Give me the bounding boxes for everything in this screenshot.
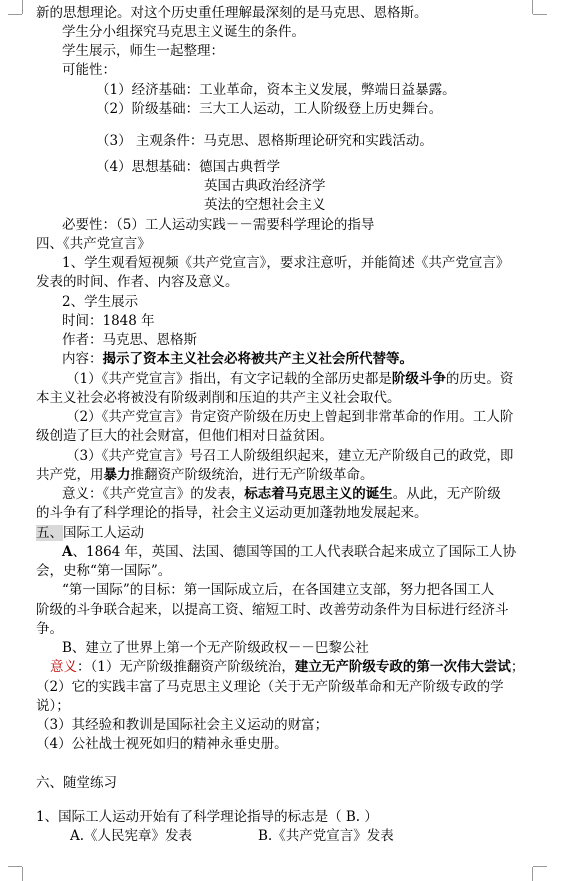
text-run: 说）；: [36, 698, 70, 714]
page-corner-mark: [8, 14, 22, 15]
text-run: 阶级的斗争联合起来，以提高工资、缩短工时、改善劳动条件为目标进行经济斗: [36, 602, 509, 618]
text-run: A.《人民宪章》发表: [70, 828, 193, 844]
text-run: 国际工人运动: [63, 525, 144, 541]
text-run: 1、学生观看短视频《共产党宣言》，要求注意听，并能简述《共产党宣言》: [62, 255, 510, 271]
text-run: 的历史。资: [445, 371, 514, 387]
text-line: [96, 158, 280, 176]
text-run: （4）公社战士视死如归的精神永垂史册。: [36, 736, 288, 752]
text-run: （2）阶级基础：三大工人运动，工人阶级登上历史舞台。: [96, 101, 443, 117]
text-line: [36, 524, 144, 542]
text-run: 标志着马克思主义的诞生: [244, 486, 393, 502]
text-line: [62, 639, 369, 657]
text-run: ：（1）无产阶级推翻资产阶级统治，: [77, 659, 295, 675]
text-line: [36, 697, 70, 715]
text-line: [36, 4, 428, 22]
text-run: 推翻资产阶级统治，进行无产阶级革命。: [130, 467, 374, 483]
text-line: [62, 312, 155, 330]
text-run: 1、国际工人运动开始有了科学理论指导的标志是（ B. ）: [36, 809, 378, 825]
text-line: [36, 601, 509, 619]
page-corner-mark: [533, 866, 547, 867]
text-line: [36, 774, 117, 792]
text-run: （1）经济基础：工业革命，资本主义发展，弊端日益暴露。: [96, 82, 456, 98]
text-run: 暴力: [103, 467, 131, 483]
text-line: [62, 42, 224, 60]
text-run: 2、学生展示: [62, 294, 139, 310]
text-line: [36, 678, 504, 696]
text-line: [36, 735, 288, 753]
text-line: [62, 254, 509, 272]
text-run: 新的思想理论。对这个历史重任理解最深刻的是马克思、恩格斯。: [36, 5, 428, 21]
text-run: （2）它的实践丰富了马克思主义理论（关于无产阶级革命和无产阶级专政的学: [36, 679, 504, 695]
text-run: 争。: [36, 621, 63, 637]
text-run: 六、随堂练习: [36, 775, 117, 791]
text-run: 时间：1848 年: [62, 313, 155, 329]
text-run: 学生展示，师生一起整理：: [62, 43, 224, 59]
text-line: [204, 196, 326, 214]
text-line: [36, 273, 239, 291]
text-run: B.《共产党宣言》发表: [258, 828, 394, 844]
text-line: [36, 235, 151, 253]
text-run: 作者：马克思、恩格斯: [62, 332, 197, 348]
text-line: [96, 81, 456, 99]
text-run: 的斗争有了科学理论的指导，社会主义运动更加蓬勃地发展起来。: [36, 505, 428, 521]
text-run: 必要性：（5）工人运动实践－－需要科学理论的指导: [62, 217, 375, 233]
text-line: [62, 350, 413, 368]
text-run: 四、《共产党宣言》: [36, 236, 151, 252]
text-line: [36, 808, 378, 826]
text-run: 发表的时间、作者、内容及意义。: [36, 274, 239, 290]
text-run: “第一国际”的目标：第一国际成立后，在各国建立支部，努力把各国工人: [62, 582, 495, 598]
text-line: [62, 23, 305, 41]
text-run: 会，史称“第一国际”。: [36, 563, 172, 579]
text-line: [66, 408, 513, 426]
text-line: [36, 427, 333, 445]
page-corner-mark: [8, 866, 22, 867]
text-line: [36, 466, 374, 484]
text-run: 学生分小组探究马克思主义诞生的条件。: [62, 24, 305, 40]
text-line: [62, 581, 494, 599]
text-run: （3）《共产党宣言》号召工人阶级组织起来，建立无产阶级自己的政党，即: [66, 448, 514, 464]
text-run: 。从此，无产阶级: [392, 486, 501, 502]
text-line: [36, 389, 401, 407]
text-line: [62, 485, 501, 503]
page-corner-mark: [22, 0, 23, 14]
text-run: 共产党，用: [36, 467, 104, 483]
text-line: [96, 100, 442, 118]
text-run: 英法的空想社会主义: [204, 197, 326, 213]
text-run: （3）其经验和教训是国际社会主义运动的财富；: [36, 717, 329, 733]
text-line: [36, 620, 63, 638]
text-run: （3） 主观条件：马克思、恩格斯理论研究和实践活动。: [96, 133, 433, 149]
text-line: [204, 177, 326, 195]
text-run: （4）思想基础：德国古典哲学: [96, 159, 281, 175]
text-line: [50, 658, 524, 676]
text-run: 意义: [50, 659, 77, 675]
text-line: [66, 447, 513, 465]
text-run: 阶级斗争: [391, 371, 446, 387]
text-line: [62, 293, 138, 311]
page-corner-mark: [532, 867, 533, 881]
text-line: [96, 132, 433, 150]
text-run: 五、: [36, 525, 63, 541]
text-run: ；: [510, 659, 525, 675]
text-run: （1）《共产党宣言》指出，有文字记载的全部历史都是: [66, 371, 392, 387]
text-line: [62, 331, 197, 349]
text-run: 可能性：: [62, 62, 116, 78]
text-line: [62, 216, 374, 234]
text-run: 意义：《共产党宣言》的发表，: [62, 486, 245, 502]
text-run: 本主义社会必将被没有阶级剥削和压迫的共产主义社会取代。: [36, 390, 401, 406]
text-run: 级创造了巨大的社会财富，但他们相对日益贫困。: [36, 428, 333, 444]
text-run: A: [62, 544, 73, 560]
text-line: [36, 562, 171, 580]
text-run: 内容：: [62, 351, 103, 367]
text-run: 揭示了资本主义社会必将被共产主义社会所代替等。: [102, 351, 413, 367]
page-corner-mark: [533, 14, 547, 15]
text-line: [70, 827, 192, 845]
text-line: [66, 370, 513, 388]
page-corner-mark: [532, 0, 533, 14]
page-corner-mark: [22, 867, 23, 881]
text-run: B、建立了世界上第一个无产阶级政权－－巴黎公社: [62, 640, 369, 656]
text-line: [62, 61, 116, 79]
text-line: [62, 543, 516, 561]
text-line: [36, 504, 428, 522]
text-run: （2）《共产党宣言》肯定资产阶级在历史上曾起到非常革命的作用。工人阶: [66, 409, 514, 425]
text-line: [258, 827, 394, 845]
text-run: 、1864 年，英国、法国、德国等国的工人代表联合起来成立了国际工人协: [72, 544, 517, 560]
text-line: [36, 716, 328, 734]
text-run: 英国古典政治经济学: [204, 178, 326, 194]
text-run: 建立无产阶级专政的第一次伟大尝试: [294, 659, 511, 675]
